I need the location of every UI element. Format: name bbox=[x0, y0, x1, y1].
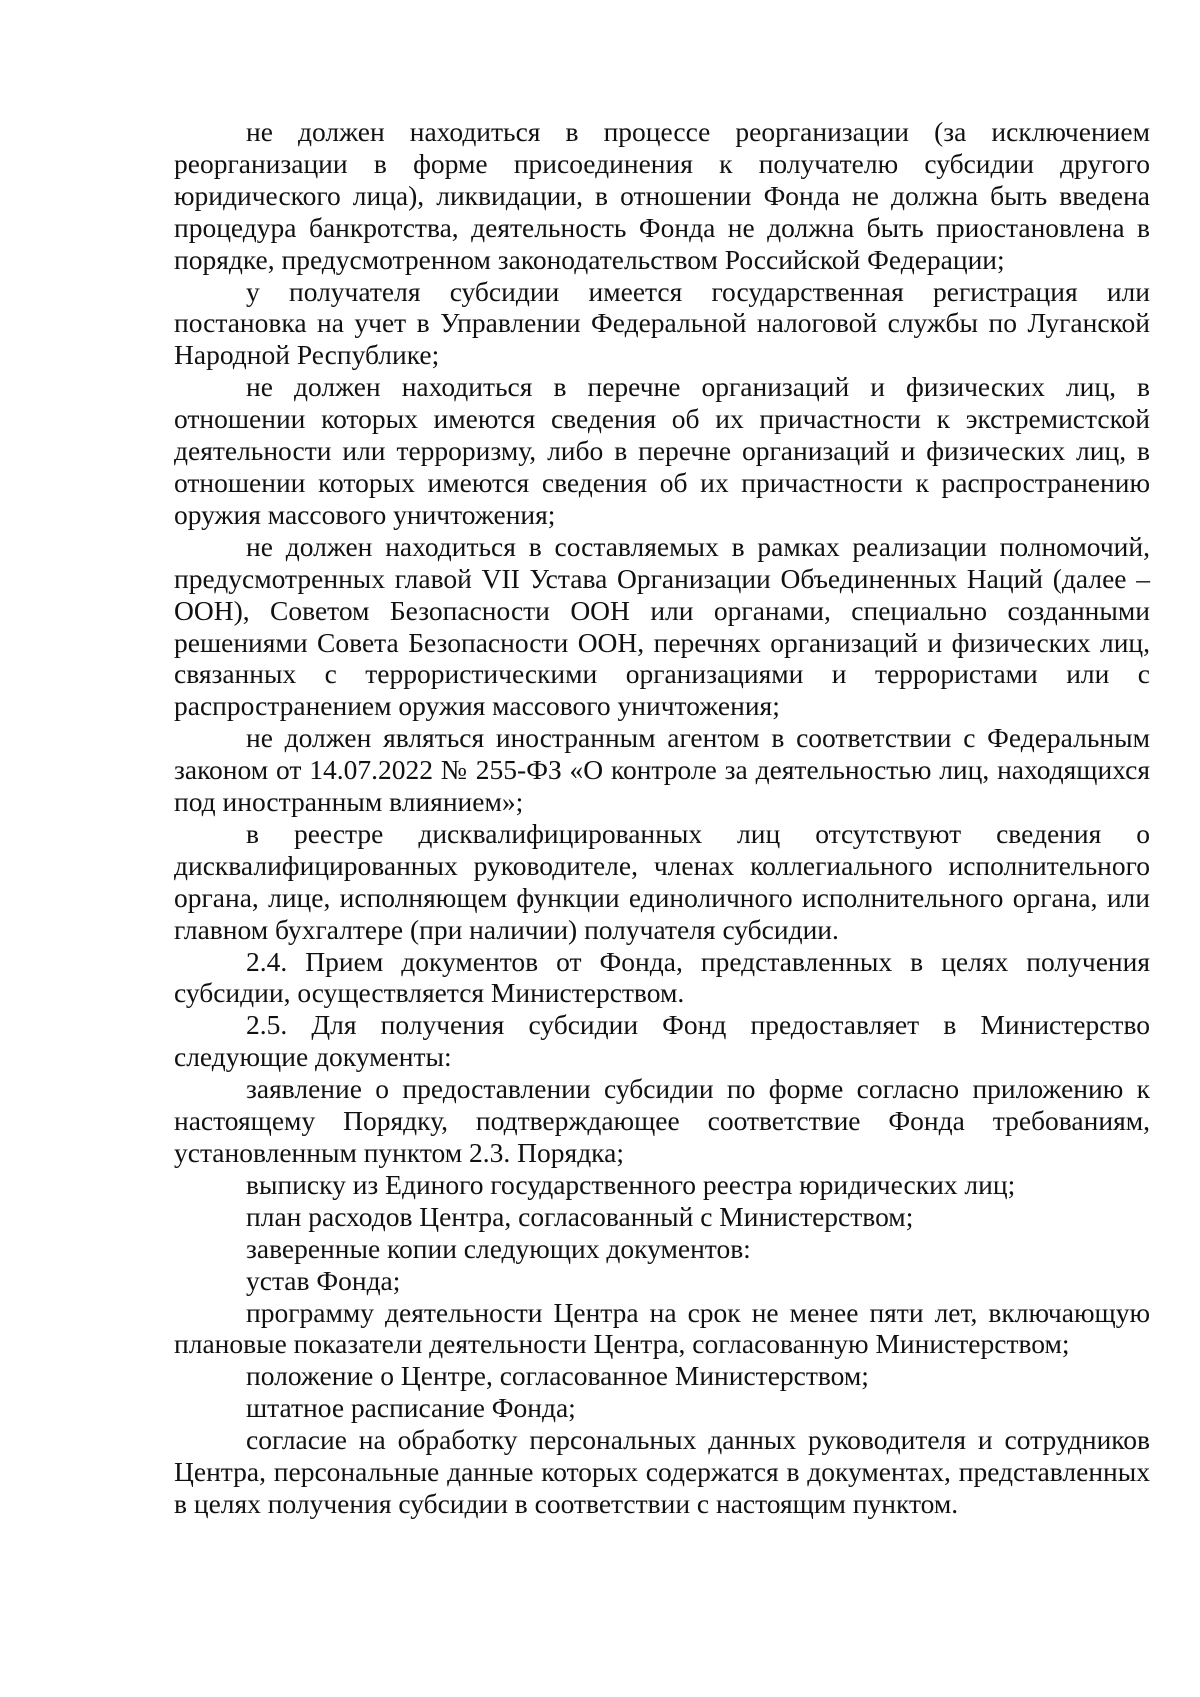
paragraph-application: заявление о предоставлении субсидии по форме согласно приложению к настоящему Порядку, подтверждающее соответствие Фонда требованиям, установленным пунктом 2.3. Порядка; bbox=[174, 1073, 1150, 1168]
paragraph-staff-schedule: штатное расписание Фонда; bbox=[246, 1392, 576, 1424]
paragraph-regulation: положение о Центре, согласованное Министерством; bbox=[246, 1360, 869, 1392]
paragraph-expense-plan: план расходов Центра, согласованный с Министерством; bbox=[246, 1200, 914, 1232]
paragraph-2-5: 2.5. Для получения субсидии Фонд предоставляет в Министерство следующие документы: bbox=[174, 1009, 1150, 1073]
paragraph-reorganization: не должен находиться в процессе реорганизации (за исключением реорганизации в форме присоединения к получателю субсидии другого юридического лица), ликвидации, в отношении Фонда не должна быть введена процедура банкротства, деятельность Фонда не должна быть приостановлена в порядке, предусмотренном законодательством Российской Федерации; bbox=[174, 116, 1150, 275]
paragraph-consent: согласие на обработку персональных данных руководителя и сотрудников Центра, персональные данные которых содержатся в документах, представленных в целях получения субсидии в соответствии с настоящим пунктом. bbox=[174, 1424, 1150, 1519]
paragraph-disqualified-registry: в реестре дисквалифицированных лиц отсутствуют сведения о дисквалифицированных руководителе, членах коллегиального исполнительного органа, лице, исполняющем функции единоличного исполнительного органа, или главном бухгалтере (при наличии) получателя субсидии. bbox=[174, 817, 1150, 945]
paragraph-charter: устав Фонда; bbox=[246, 1264, 401, 1296]
document-body bbox=[174, 116, 1150, 1520]
paragraph-registry-extract: выписку из Единого государственного реестра юридических лиц; bbox=[246, 1168, 1016, 1200]
paragraph-foreign-agent: не должен являться иностранным агентом в соответствии с Федеральным законом от 14.07.2022 № 255-ФЗ «О контроле за деятельностью лиц, находящихся под иностранным влиянием»; bbox=[174, 722, 1150, 818]
paragraph-2-4: 2.4. Прием документов от Фонда, представленных в целях получения субсидии, осуществляется Министерством. bbox=[174, 945, 1150, 1009]
paragraph-state-registration: у получателя субсидии имеется государственная регистрация или постановка на учет в Управлении Федеральной налоговой службы по Луганской Народной Республике; bbox=[174, 275, 1150, 371]
paragraph-program: программу деятельности Центра на срок не менее пяти лет, включающую плановые показатели деятельности Центра, согласованную Министерством; bbox=[174, 1296, 1150, 1360]
paragraph-extremism-list: не должен находиться в перечне организаций и физических лиц, в отношении которых имеются сведения об их причастности к экстремистской деятельности или терроризму, либо в перечне организаций и физических лиц, в отношении которых имеются сведения об их причастности к распространению оружия массового уничтожения; bbox=[174, 371, 1150, 530]
paragraph-un-lists: не должен находиться в составляемых в рамках реализации полномочий, предусмотренных главой VII Устава Организации Объединенных Наций (далее – ООН), Советом Безопасности ООН или органами, специально созданными решениями Совета Безопасности ООН, перечнях организаций и физических лиц, связанных с террористическими организациями и террористами или с распространением оружия массового уничтожения; bbox=[174, 530, 1150, 722]
paragraph-certified-copies: заверенные копии следующих документов: bbox=[246, 1232, 751, 1264]
